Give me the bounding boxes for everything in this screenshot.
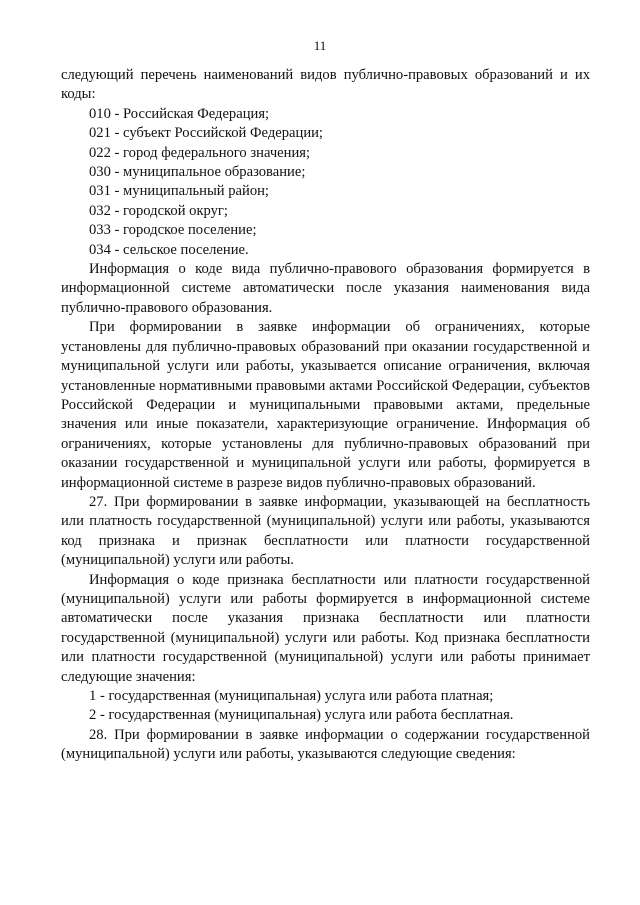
values-list <box>61 687 590 726</box>
list-item: 032 - городской округ; <box>89 202 228 219</box>
codes-list <box>61 105 590 260</box>
intro-paragraph: следующий перечень наименований видов публично-правовых образований и их коды: <box>61 67 590 103</box>
list-item: 034 - сельское поселение. <box>89 241 249 258</box>
list-item: 022 - город федерального значения; <box>89 144 311 161</box>
paragraph-28: 28. При формировании в заявке информации о содержании государственной (муниципальной) услуги или работы, указываются следующие сведения: <box>61 726 590 763</box>
list-item: 1 - государственная (муниципальная) услуга или работа платная; <box>89 688 494 704</box>
page-number: 11 <box>313 38 327 53</box>
list-item: 033 - городское поселение; <box>89 222 257 239</box>
paragraph-restrictions: При формировании в заявке информации об ограничениях, которые установлены для публично-правовых образований при оказании государственной и муниципальной услуги или работы, указывается описание ограничения, включая установленные нормативными правовыми актами Российской Федерации, субъектов Российской Федерации и муниципальными правовыми актами, предельные значения или иные показатели, характеризующие ограничение. Информация об ограничениях, которые установлены для публично-правовых образований при оказании государственной и муниципальной услуги или работы, формируется в информационной системе в разрезе видов публично-правовых образований. <box>61 319 590 491</box>
list-item: 021 - субъект Российской Федерации; <box>89 125 323 142</box>
document-body <box>61 66 590 765</box>
list-item: 010 - Российская Федерация; <box>89 105 270 122</box>
list-item: 2 - государственная (муниципальная) услуга или работа бесплатная. <box>89 707 514 724</box>
paragraph-code-info: Информация о коде вида публично-правового образования формируется в информационной системе автоматически после указания наименования вида публично-правового образования. <box>61 261 590 316</box>
list-item: 031 - муниципальный район; <box>89 183 269 200</box>
list-item: 030 - муниципальное образование; <box>89 164 306 181</box>
paragraph-27: 27. При формировании в заявке информации, указывающей на бесплатность или платность государственной (муниципальной) услуги или работы, указываются код признака и признак бесплатности или платности государственной (муниципальной) услуги или работы. <box>61 493 590 569</box>
paragraph-sign-code: Информация о коде признака бесплатности или платности государственной (муниципальной) услуги или работы формируется в информационной системе автоматически после указания признака бесплатности или платности государственной (муниципальной) услуги или работы. Код признака бесплатности или платности государственной (муниципальной) услуги или работы принимает следующие значения: <box>61 571 590 685</box>
